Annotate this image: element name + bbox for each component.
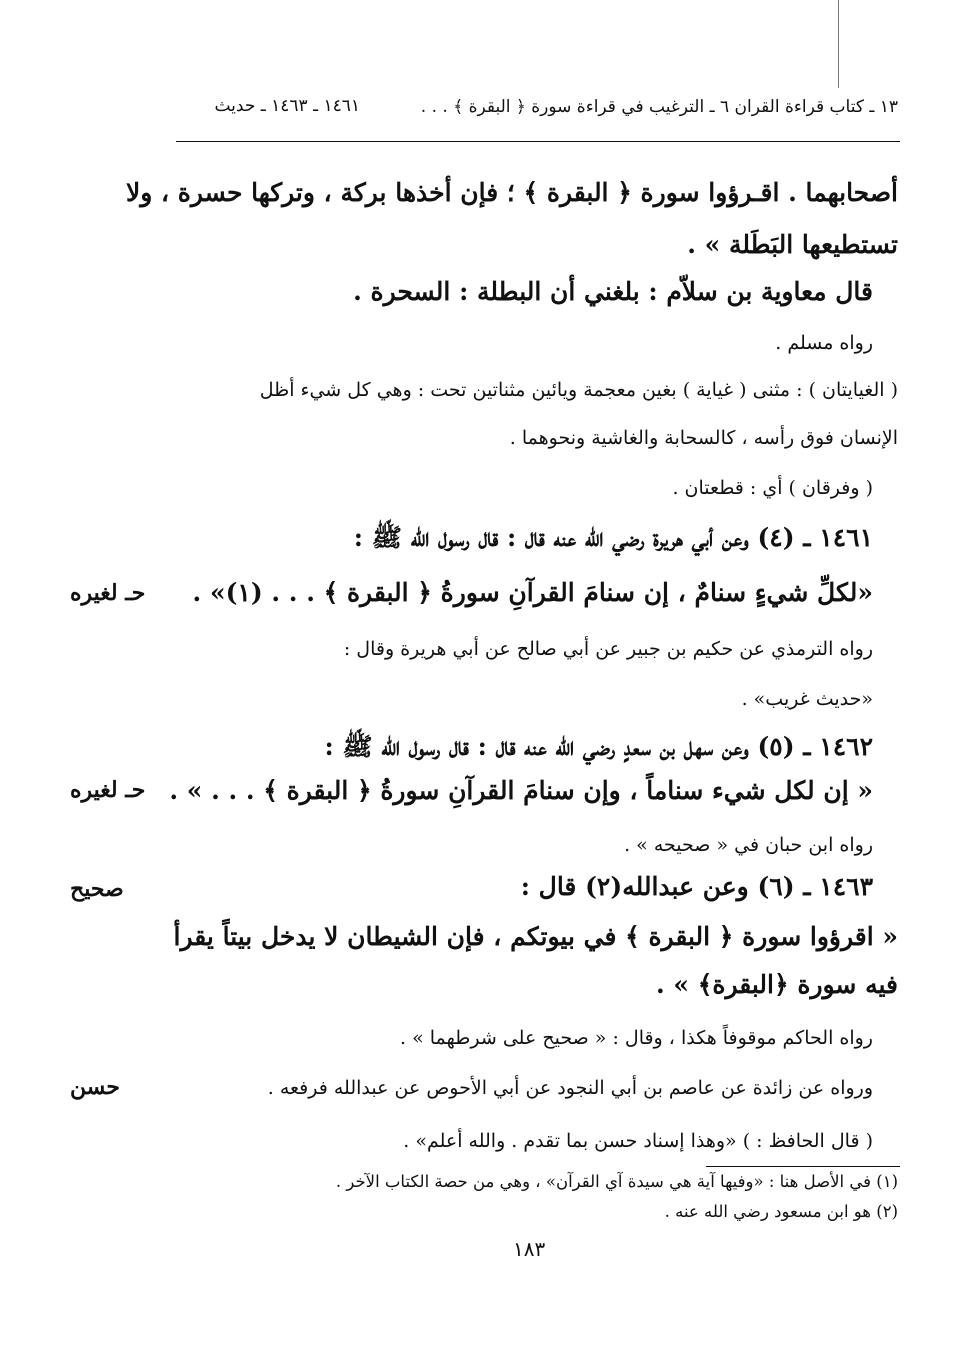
- hadith-text: « اقرؤوا سورة ﴿ البقرة ﴾ في بيوتكم ، فإن الشيطان لا يدخل بيتاً يقرأ: [173, 922, 898, 951]
- hadith-heading: ١٤٦٢ ـ (٥) وعن سهل بن سعدٍ رضي الله عنه قال : قال رسول الله ﷺ :: [324, 732, 873, 761]
- hadith-text: فيه سورة ﴿البقرة﴾ » .: [655, 970, 898, 999]
- body-line: أصحابهما . اقـرؤوا سورة ﴿ البقرة ﴾ ؛ فإن أخذها بركة ، وتركها حسرة ، ولا: [125, 178, 898, 207]
- hadith-heading: ١٤٦٣ ـ (٦) وعن عبدالله(٢) قال :: [520, 872, 873, 901]
- body-line: «حديث غريب» .: [741, 688, 873, 710]
- body-line: ( قال الحافظ : ) «وهذا إسناد حسن بما تقدم . والله أعلم» .: [403, 1130, 873, 1152]
- body-line: تستطيعها البَطَلة » .: [687, 230, 898, 259]
- running-header-range: ١٤٦١ ـ ١٤٦٣ ـ حديث: [214, 96, 360, 116]
- body-line: ورواه عن زائدة عن عاصم بن أبي النجود عن أبي الأحوص عن عبدالله فرفعه .: [267, 1077, 873, 1099]
- hadith-text: « إن لكل شيء سناماً ، وإن سنامَ القرآنِ سورةُ ﴿ البقرة ﴾ . . . » .: [169, 776, 873, 805]
- page-number: ١٨٣: [513, 1237, 546, 1261]
- body-line: الإنسان فوق رأسه ، كالسحابة والغاشية ونحوهما .: [509, 427, 898, 449]
- footnote: (١) في الأصل هنا : «وفيها آية هي سيدة آي القرآن» ، وهي من حصة الكتاب الآخر .: [335, 1172, 898, 1191]
- footnote-rule: [706, 1166, 900, 1167]
- hadith-text: «لكلِّ شيءٍ سنامٌ ، إن سنامَ القرآنِ سورةُ ﴿ البقرة ﴾ . . . (١)» .: [192, 578, 873, 607]
- header-rule: [176, 141, 900, 142]
- body-line: رواه الحاكم موقوفاً هكذا ، وقال : « صحيح على شرطهما » .: [400, 1027, 873, 1049]
- body-line: رواه ابن حبان في « صحيحه » .: [624, 834, 873, 856]
- body-line: قال معاوية بن سلاّم : بلغني أن البطلة : السحرة .: [353, 277, 873, 306]
- body-line: ( الغيايتان ) : مثنى ( غياية ) بغين معجمة ويائين مثناتين تحت : وهي كل شيء أظل: [259, 379, 898, 401]
- hadith-heading: ١٤٦١ ـ (٤) وعن أبي هريرة رضي الله عنه قال : قال رسول الله ﷺ :: [353, 523, 873, 552]
- body-line: ( وفرقان ) أي : قطعتان .: [672, 477, 873, 499]
- margin-line: [838, 0, 839, 88]
- footnote: (٢) هو ابن مسعود رضي الله عنه .: [664, 1202, 898, 1221]
- body-line: رواه مسلم .: [775, 332, 873, 354]
- body-line: رواه الترمذي عن حكيم بن جبير عن أبي صالح عن أبي هريرة وقال :: [343, 638, 873, 660]
- grade-label: حـ لغيره: [70, 580, 146, 606]
- running-header-title: ١٣ ـ كتاب قراءة القران ٦ ـ الترغيب في قراءة سورة ﴿ البقرة ﴾ . . .: [420, 97, 898, 117]
- grade-label: حـ لغيره: [70, 777, 146, 803]
- grade-label: صحيح: [70, 876, 124, 902]
- grade-label: حسن: [70, 1074, 120, 1100]
